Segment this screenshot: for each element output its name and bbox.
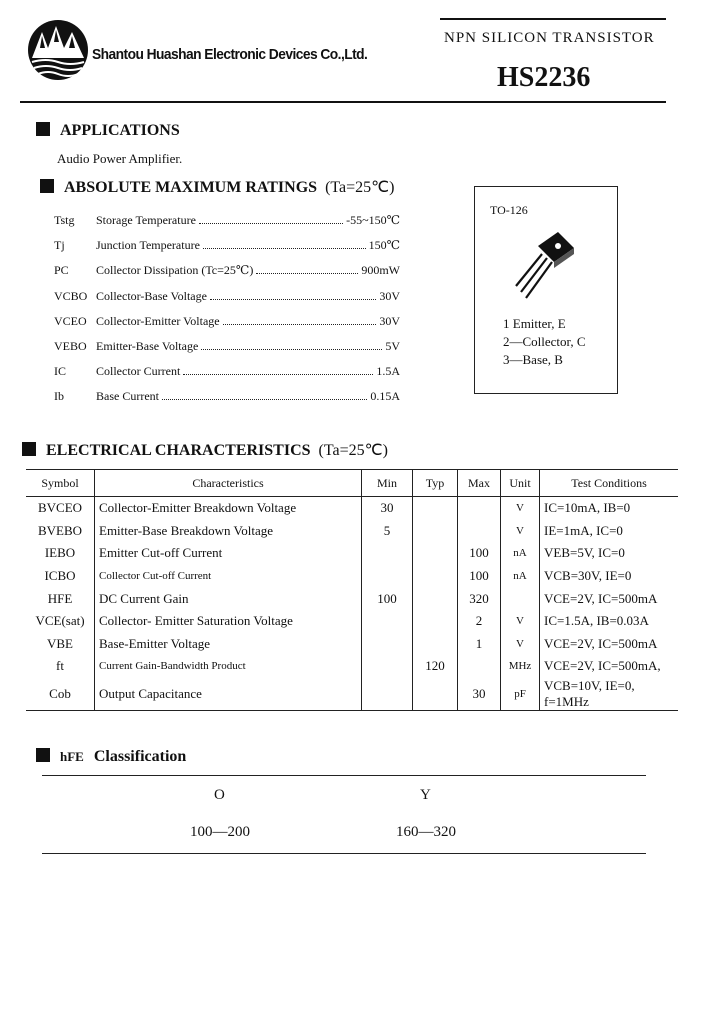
table-row — [26, 678, 678, 711]
cell-typ — [413, 678, 458, 711]
rating-row — [54, 208, 400, 228]
rating-row — [54, 334, 400, 354]
cell-characteristic: Current Gain-Bandwidth Product — [95, 655, 362, 678]
rating-description: Junction Temperature — [96, 238, 200, 252]
col-min: Min — [362, 470, 413, 497]
company-logo — [26, 18, 90, 82]
cell-symbol: HFE — [47, 590, 73, 606]
cell-max: 320 — [458, 587, 501, 610]
dot-leader — [199, 223, 343, 224]
cell-unit: V — [501, 610, 540, 633]
table-row — [26, 497, 678, 520]
device-type: NPN SILICON TRANSISTOR — [444, 30, 655, 46]
cell-symbol: IEBO — [44, 545, 76, 561]
cell-characteristic: Collector Cut-off Current — [95, 565, 362, 588]
rating-description: Collector-Emitter Voltage — [96, 314, 220, 328]
pin-3-label: 3—Base, B — [503, 352, 563, 367]
cell-typ — [413, 497, 458, 520]
rating-row — [54, 359, 400, 379]
col-test-conditions: Test Conditions — [540, 470, 679, 497]
col-max: Max — [458, 470, 501, 497]
classification-top-rule — [42, 775, 646, 776]
rating-description: Collector Current — [96, 364, 181, 378]
part-number: HS2236 — [497, 62, 591, 93]
dot-leader — [210, 299, 376, 300]
rating-symbol: Tj — [54, 238, 65, 252]
cell-symbol: ft — [56, 658, 64, 674]
cell-test-conditions: IE=1mA, IC=0 — [540, 520, 679, 543]
cell-test-conditions: IC=10mA, IB=0 — [540, 497, 679, 520]
rating-value: 900mW — [361, 263, 400, 277]
class-range-o: 100—200 — [190, 824, 250, 840]
dot-leader — [183, 374, 373, 375]
cell-min — [362, 610, 413, 633]
electrical-characteristics-table — [26, 469, 678, 711]
rating-row — [54, 233, 400, 253]
cell-min — [362, 655, 413, 678]
dot-leader — [203, 248, 366, 249]
cell-unit: nA — [501, 565, 540, 588]
class-rank-o: O — [214, 787, 225, 803]
rating-description: Emitter-Base Voltage — [96, 339, 199, 353]
rating-symbol: Tstg — [54, 213, 75, 227]
bullet-square-icon — [22, 442, 36, 456]
classification-bottom-rule — [42, 853, 646, 854]
cell-typ — [413, 633, 458, 656]
cell-characteristic: Collector- Emitter Saturation Voltage — [95, 610, 362, 633]
cell-characteristic: Base-Emitter Voltage — [95, 633, 362, 656]
table-row — [26, 587, 678, 610]
table-row — [26, 610, 678, 633]
cell-min — [362, 633, 413, 656]
rating-row — [54, 284, 400, 304]
cell-unit: MHz — [501, 655, 540, 678]
cell-characteristic: Emitter-Base Breakdown Voltage — [95, 520, 362, 543]
cell-test-conditions: VCE=2V, IC=500mA, — [540, 655, 679, 678]
cell-max: 30 — [458, 678, 501, 711]
cell-characteristic: Output Capacitance — [95, 678, 362, 711]
table-header-row — [26, 470, 678, 497]
cell-max: 1 — [458, 633, 501, 656]
bullet-square-icon — [40, 179, 54, 193]
cell-test-conditions: VEB=5V, IC=0 — [540, 542, 679, 565]
table-row — [26, 565, 678, 588]
rating-symbol: VCBO — [54, 289, 88, 303]
cell-typ: 120 — [413, 655, 458, 678]
cell-symbol: Cob — [26, 678, 95, 711]
table-row — [26, 520, 678, 543]
rating-value: 30V — [379, 289, 400, 303]
cell-min: 30 — [362, 497, 413, 520]
cell-min — [362, 565, 413, 588]
applications-text: Audio Power Amplifier. — [57, 151, 183, 166]
rating-symbol: IC — [54, 364, 66, 378]
cell-characteristic: DC Current Gain — [95, 587, 362, 610]
rating-symbol: PC — [54, 263, 69, 277]
cell-test-conditions: IC=1.5A, IB=0.03A — [540, 610, 679, 633]
company-name: Shantou Huashan Electronic Devices Co.,Ltd. — [92, 46, 368, 63]
cell-symbol: BVEBO — [37, 522, 83, 538]
cell-typ — [413, 587, 458, 610]
rating-value: 1.5A — [376, 364, 400, 378]
rating-value: -55~150℃ — [346, 213, 400, 227]
col-characteristics: Characteristics — [95, 470, 362, 497]
cell-test-conditions: VCB=30V, IE=0 — [540, 565, 679, 588]
cell-typ — [413, 542, 458, 565]
cell-typ — [413, 610, 458, 633]
cell-test-conditions: VCB=10V, IE=0, f=1MHz — [540, 678, 679, 711]
cell-max — [458, 520, 501, 543]
rating-description: Collector Dissipation (Tc=25℃) — [96, 263, 254, 277]
package-name: TO-126 — [490, 203, 528, 217]
cell-max: 100 — [458, 565, 501, 588]
cell-symbol: VCE(sat) — [35, 613, 85, 629]
cell-test-conditions: VCE=2V, IC=500mA — [540, 633, 679, 656]
col-symbol: Symbol — [26, 470, 95, 497]
dot-leader — [256, 273, 358, 274]
cell-unit: nA — [501, 542, 540, 565]
cell-symbol: ICBO — [44, 568, 76, 584]
dot-leader — [162, 399, 367, 400]
cell-symbol: BVCEO — [37, 500, 83, 516]
rating-symbol: Ib — [54, 389, 64, 403]
table-row — [26, 655, 678, 678]
cell-min — [362, 678, 413, 711]
pin-2-label: 2—Collector, C — [503, 334, 586, 349]
cell-unit: V — [501, 520, 540, 543]
cell-min: 5 — [362, 520, 413, 543]
col-typ: Typ — [413, 470, 458, 497]
header-bottom-rule — [20, 101, 666, 103]
cell-characteristic: Collector-Emitter Breakdown Voltage — [95, 497, 362, 520]
cell-typ — [413, 565, 458, 588]
transistor-package-icon — [508, 228, 578, 300]
rating-row — [54, 258, 400, 278]
class-rank-y: Y — [420, 787, 431, 803]
class-range-y: 160—320 — [396, 824, 456, 840]
rating-row — [54, 309, 400, 329]
rating-value: 5V — [385, 339, 400, 353]
cell-typ — [413, 520, 458, 543]
cell-max: 100 — [458, 542, 501, 565]
cell-unit: V — [501, 497, 540, 520]
rating-symbol: VEBO — [54, 339, 87, 353]
applications-heading: APPLICATIONS — [36, 122, 180, 140]
rating-value: 150℃ — [368, 238, 400, 252]
table-row — [26, 633, 678, 656]
cell-max: 2 — [458, 610, 501, 633]
dot-leader — [201, 349, 382, 350]
electrical-heading: ELECTRICAL CHARACTERISTICS (Ta=25℃) — [22, 440, 388, 460]
header-top-rule — [440, 18, 666, 20]
col-unit: Unit — [501, 470, 540, 497]
pin-1-label: 1 Emitter, E — [503, 316, 566, 331]
cell-max — [458, 497, 501, 520]
dot-leader — [223, 324, 377, 325]
table-row — [26, 542, 678, 565]
rating-description: Storage Temperature — [96, 213, 196, 227]
cell-unit — [501, 587, 540, 610]
cell-characteristic: Emitter Cut-off Current — [95, 542, 362, 565]
cell-max — [458, 655, 501, 678]
rating-description: Base Current — [96, 389, 159, 403]
bullet-square-icon — [36, 122, 50, 136]
cell-min — [362, 542, 413, 565]
rating-value: 30V — [379, 314, 400, 328]
rating-description: Collector-Base Voltage — [96, 289, 207, 303]
cell-symbol: VBE — [47, 635, 73, 651]
bullet-square-icon — [36, 748, 50, 762]
rating-value: 0.15A — [370, 389, 400, 403]
rating-symbol: VCEO — [54, 314, 87, 328]
cell-unit: V — [501, 633, 540, 656]
cell-test-conditions: VCE=2V, IC=500mA — [540, 587, 679, 610]
classification-heading: hFE Classification — [36, 748, 186, 766]
cell-unit: pF — [501, 678, 540, 711]
rating-row — [54, 384, 400, 404]
cell-min: 100 — [362, 587, 413, 610]
ratings-heading: ABSOLUTE MAXIMUM RATINGS (Ta=25℃) — [40, 177, 394, 197]
